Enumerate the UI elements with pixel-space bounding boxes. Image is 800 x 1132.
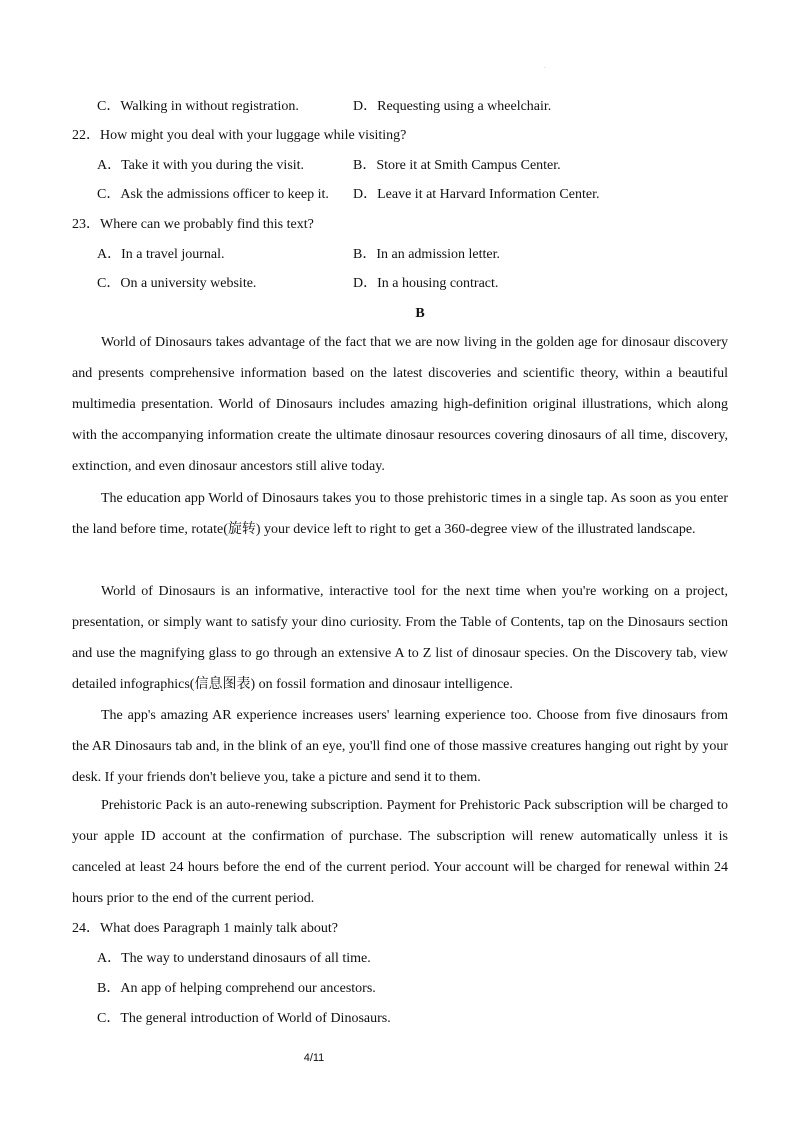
passage-paragraph-3: World of Dinosaurs is an informative, interactive tool for the next time when you're working on a project, presentation, or simply want to satisfy your dino curiosity. From the Table of Contents, tap on the Dinosaurs section and use the magnifying glass to go through an extensive A to Z list of dinosaur species. On the Discovery tab, view detailed infographics(信息图表) on fossil formation and dinosaur intelligence. bbox=[72, 584, 728, 692]
q22-option-c: C．Ask the admissions officer to keep it. bbox=[97, 187, 329, 202]
section-title: B bbox=[415, 306, 425, 321]
q23-option-d: D．In a housing contract. bbox=[353, 276, 499, 291]
q24-option-c: C．The general introduction of World of Dinosaurs. bbox=[97, 1011, 391, 1026]
q22-option-a: A．Take it with you during the visit. bbox=[97, 158, 305, 173]
q24-option-b: B．An app of helping comprehend our ancestors. bbox=[97, 981, 376, 996]
q22-option-d: D．Leave it at Harvard Information Center. bbox=[353, 187, 600, 202]
passage-paragraph-2: The education app World of Dinosaurs takes you to those prehistoric times in a single tap. As soon as you enter the land before time, rotate(旋转) your device left to right to get a 360-degree view of the illustrated landscape. bbox=[72, 491, 728, 537]
passage-paragraph-1: World of Dinosaurs takes advantage of the fact that we are now living in the golden age for dinosaur discovery and presents comprehensive information based on the latest discoveries and scientific theory, within a beautiful multimedia presentation. World of Dinosaurs includes amazing high-definition original illustrations, which along with the accompanying information create the ultimate dinosaur resources covering dinosaurs of all time, discovery, extinction, and even dinosaur ancestors still alive today. bbox=[72, 335, 728, 474]
passage-paragraph-4: The app's amazing AR experience increases users' learning experience too. Choose from five dinosaurs from the AR Dinosaurs tab and, in the blink of an eye, you'll find one of those massive creatures hanging out right by your desk. If your friends don't believe you, take a picture and send it to them. bbox=[72, 708, 728, 785]
page-number: 4/11 bbox=[303, 1052, 325, 1064]
q22-option-b: B．Store it at Smith Campus Center. bbox=[353, 158, 561, 173]
q23-option-a: A．In a travel journal. bbox=[97, 247, 225, 262]
q23-stem: 23．Where can we probably find this text? bbox=[72, 217, 314, 232]
q21-option-d: D．Requesting using a wheelchair. bbox=[353, 99, 552, 114]
q24-option-a: A．The way to understand dinosaurs of all time. bbox=[97, 951, 371, 966]
q23-option-b: B．In an admission letter. bbox=[353, 247, 500, 262]
q24-stem: 24．What does Paragraph 1 mainly talk about? bbox=[72, 921, 338, 936]
q22-stem: 22．How might you deal with your luggage while visiting? bbox=[72, 128, 407, 143]
q21-option-c: C．Walking in without registration. bbox=[97, 99, 299, 114]
passage-paragraph-5: Prehistoric Pack is an auto-renewing subscription. Payment for Prehistoric Pack subscription will be charged to your apple ID account at the confirmation of purchase. The subscription will renew automatically unless it is canceled at least 24 hours before the end of the current period. Your account will be charged for renewal within 24 hours prior to the end of the current period. bbox=[72, 798, 728, 906]
q23-option-c: C．On a university website. bbox=[97, 276, 257, 291]
scan-mark: . bbox=[544, 64, 546, 70]
